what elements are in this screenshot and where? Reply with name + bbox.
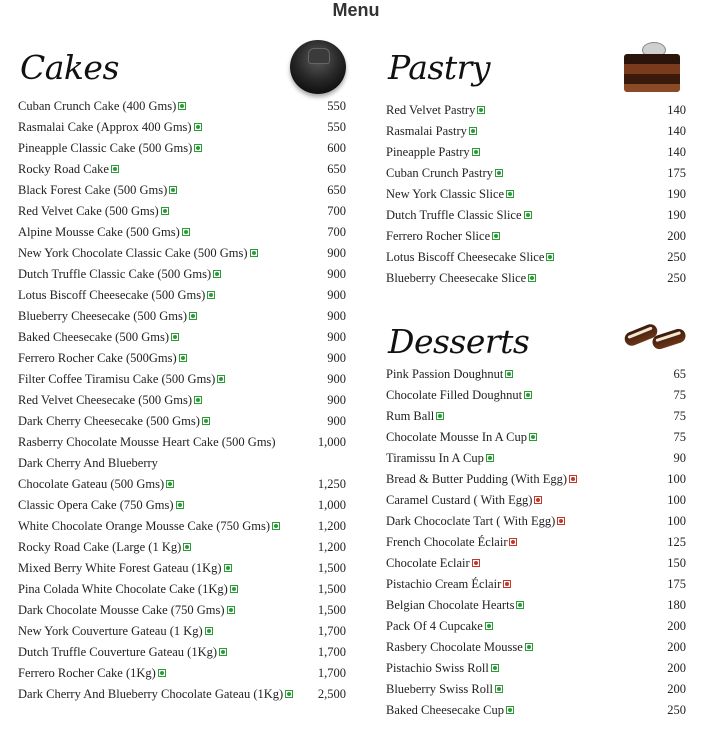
item-name — [18, 600, 235, 621]
item-name — [386, 469, 577, 490]
item-name-text: Classic Opera Cake (750 Gms) — [18, 498, 174, 512]
item-name-text: New York Chocolate Classic Cake (500 Gms) — [18, 246, 248, 260]
item-price: 900 — [327, 372, 346, 386]
item-price: 1,000 — [317, 498, 346, 512]
item-price: 200 — [667, 661, 686, 675]
veg-indicator-icon — [176, 501, 184, 509]
menu-item — [386, 490, 686, 511]
item-name — [386, 205, 532, 226]
item-name-text: Chocolate Filled Doughnut — [386, 388, 523, 402]
veg-indicator-icon — [194, 396, 202, 404]
item-name — [386, 700, 514, 721]
menu-item — [386, 595, 686, 616]
item-name-text: Cuban Crunch Pastry — [386, 166, 493, 180]
veg-indicator-icon — [524, 391, 532, 399]
veg-indicator-icon — [492, 232, 500, 240]
item-name — [386, 595, 524, 616]
item-name-text: Rum Ball — [386, 409, 435, 423]
nonveg-indicator-icon — [503, 580, 511, 588]
item-name-text: Pink Passion Doughnut — [386, 367, 504, 381]
item-name-text: Ferrero Rocher Cake (500Gms) — [18, 351, 177, 365]
item-price: 175 — [667, 166, 686, 180]
item-name-text: Caramel Custard ( With Egg) — [386, 493, 533, 507]
veg-indicator-icon — [161, 207, 169, 215]
item-name-text: Rasbery Chocolate Mousse — [386, 640, 523, 654]
desserts-heading: Desserts — [388, 322, 530, 361]
item-price: 190 — [667, 208, 686, 222]
item-price: 1,000 — [317, 435, 346, 449]
veg-indicator-icon — [250, 249, 258, 257]
menu-item — [18, 537, 346, 558]
cakes-list — [18, 96, 346, 705]
veg-indicator-icon — [516, 601, 524, 609]
item-name-text: Lotus Biscoff Cheesecake Slice — [386, 250, 545, 264]
item-name — [386, 448, 494, 469]
item-name — [18, 96, 186, 117]
veg-indicator-icon — [194, 144, 202, 152]
menu-item — [386, 268, 686, 289]
item-name — [18, 306, 197, 327]
item-name — [18, 222, 190, 243]
item-name — [18, 684, 293, 705]
item-name — [386, 163, 503, 184]
menu-item — [18, 285, 346, 306]
veg-indicator-icon — [546, 253, 554, 261]
item-name-text: French Chocolate Éclair — [386, 535, 508, 549]
item-name-text: Bread & Butter Pudding (With Egg) — [386, 472, 568, 486]
menu-item — [386, 100, 686, 121]
item-name — [386, 226, 500, 247]
item-name — [18, 474, 174, 495]
item-name — [18, 138, 202, 159]
item-name — [386, 184, 514, 205]
menu-item — [386, 700, 686, 721]
menu-item — [386, 142, 686, 163]
item-name — [18, 348, 187, 369]
item-name-text: Chocolate Gateau (500 Gms) — [18, 477, 165, 491]
item-price: 900 — [327, 393, 346, 407]
item-name — [386, 679, 503, 700]
item-name-text: Blueberry Cheesecake Slice — [386, 271, 527, 285]
menu-item — [386, 616, 686, 637]
item-name — [386, 574, 511, 595]
menu-item — [18, 432, 346, 453]
item-name-text: Rasmalai Pastry — [386, 124, 467, 138]
item-name-text: Blueberry Cheesecake (500 Gms) — [18, 309, 188, 323]
item-name-text: Chocolate Mousse In A Cup — [386, 430, 527, 444]
item-name — [18, 159, 119, 180]
item-price: 900 — [327, 351, 346, 365]
item-name-text: Dark Cherry And Blueberry Chocolate Gateau (1Kg) — [18, 687, 284, 701]
item-price: 700 — [327, 204, 346, 218]
item-name-text: Lotus Biscoff Cheesecake (500 Gms) — [18, 288, 206, 302]
item-name — [386, 553, 480, 574]
item-price: 900 — [327, 267, 346, 281]
veg-indicator-icon — [285, 690, 293, 698]
item-name — [18, 285, 215, 306]
menu-item — [386, 163, 686, 184]
item-name — [18, 180, 177, 201]
item-price: 200 — [667, 229, 686, 243]
veg-indicator-icon — [182, 228, 190, 236]
veg-indicator-icon — [506, 706, 514, 714]
item-price: 600 — [327, 141, 346, 155]
menu-item — [18, 243, 346, 264]
menu-item — [18, 222, 346, 243]
item-name — [18, 537, 191, 558]
menu-item — [18, 180, 346, 201]
item-price: 900 — [327, 330, 346, 344]
item-price: 140 — [667, 145, 686, 159]
menu-item — [18, 264, 346, 285]
item-price: 75 — [673, 388, 686, 402]
item-name-text: Pack Of 4 Cupcake — [386, 619, 483, 633]
menu-item — [18, 159, 346, 180]
page-title: Menu — [332, 0, 380, 20]
menu-item — [386, 637, 686, 658]
item-price: 100 — [667, 472, 686, 486]
item-price: 200 — [667, 619, 686, 633]
item-price: 700 — [327, 225, 346, 239]
item-price: 1,500 — [317, 561, 346, 575]
menu-item — [18, 411, 346, 432]
veg-indicator-icon — [477, 106, 485, 114]
nonveg-indicator-icon — [534, 496, 542, 504]
item-name — [18, 621, 213, 642]
item-name — [18, 264, 221, 285]
item-name-text: Dutch Truffle Classic Slice — [386, 208, 522, 222]
veg-indicator-icon — [525, 643, 533, 651]
pastry-image — [618, 36, 686, 96]
menu-item — [18, 516, 346, 537]
item-price: 900 — [327, 309, 346, 323]
menu-item — [386, 427, 686, 448]
item-price: 2,500 — [317, 687, 346, 701]
item-price: 900 — [327, 414, 346, 428]
veg-indicator-icon — [469, 127, 477, 135]
item-name-text: White Chocolate Orange Mousse Cake (750 Gms) — [18, 519, 271, 533]
item-name — [386, 268, 536, 289]
item-price: 250 — [667, 250, 686, 264]
veg-indicator-icon — [178, 102, 186, 110]
nonveg-indicator-icon — [557, 517, 565, 525]
pastry-heading: Pastry — [388, 48, 491, 87]
menu-item — [386, 406, 686, 427]
item-price: 190 — [667, 187, 686, 201]
menu-item — [18, 348, 346, 369]
item-name-text: Mixed Berry White Forest Gateau (1Kg) — [18, 561, 222, 575]
veg-indicator-icon — [230, 585, 238, 593]
item-name — [386, 100, 485, 121]
desserts-list — [386, 364, 686, 721]
menu-item — [18, 663, 346, 684]
veg-indicator-icon — [491, 664, 499, 672]
veg-indicator-icon — [171, 333, 179, 341]
item-name — [18, 243, 258, 264]
menu-item — [386, 532, 686, 553]
menu-item — [386, 553, 686, 574]
veg-indicator-icon — [529, 433, 537, 441]
menu-item — [386, 184, 686, 205]
item-price: 550 — [327, 120, 346, 134]
veg-indicator-icon — [207, 291, 215, 299]
item-price: 125 — [667, 535, 686, 549]
item-price: 150 — [667, 556, 686, 570]
item-name-text: Rocky Road Cake (Large (1 Kg) — [18, 540, 182, 554]
menu-item — [18, 495, 346, 516]
veg-indicator-icon — [111, 165, 119, 173]
cakes-heading: Cakes — [20, 48, 119, 87]
item-name-text: Pistachio Swiss Roll — [386, 661, 489, 675]
veg-indicator-icon — [224, 564, 232, 572]
menu-item — [386, 205, 686, 226]
item-name — [386, 385, 532, 406]
item-price: 250 — [667, 271, 686, 285]
menu-item — [18, 621, 346, 642]
item-price: 250 — [667, 703, 686, 717]
item-price: 180 — [667, 598, 686, 612]
item-price: 1,700 — [317, 624, 346, 638]
item-name — [18, 432, 276, 453]
item-name-text: Dutch Truffle Classic Cake (500 Gms) — [18, 267, 212, 281]
veg-indicator-icon — [506, 190, 514, 198]
item-name-text: Rasberry Chocolate Mousse Heart Cake (500 Gms) — [18, 435, 276, 449]
item-name-text: Pineapple Pastry — [386, 145, 470, 159]
veg-indicator-icon — [169, 186, 177, 194]
item-price: 65 — [673, 367, 686, 381]
veg-indicator-icon — [272, 522, 280, 530]
menu-item — [18, 579, 346, 600]
menu-item — [386, 679, 686, 700]
item-name — [386, 616, 493, 637]
item-price: 1,200 — [317, 519, 346, 533]
veg-indicator-icon — [495, 169, 503, 177]
veg-indicator-icon — [505, 370, 513, 378]
item-name-text: Blueberry Swiss Roll — [386, 682, 493, 696]
menu-item — [386, 385, 686, 406]
item-price: 200 — [667, 640, 686, 654]
item-name — [18, 663, 166, 684]
nonveg-indicator-icon — [472, 559, 480, 567]
veg-indicator-icon — [472, 148, 480, 156]
item-price: 1,700 — [317, 666, 346, 680]
item-name — [18, 390, 202, 411]
item-name-text: Chocolate Eclair — [386, 556, 470, 570]
veg-indicator-icon — [227, 606, 235, 614]
menu-item — [386, 247, 686, 268]
menu-item — [18, 117, 346, 138]
pastry-list — [386, 100, 686, 289]
item-name — [18, 201, 169, 222]
item-name — [386, 637, 533, 658]
item-name-text: Pineapple Classic Cake (500 Gms) — [18, 141, 193, 155]
menu-item — [386, 658, 686, 679]
item-name — [18, 117, 202, 138]
item-name — [386, 658, 499, 679]
item-name — [18, 369, 225, 390]
veg-indicator-icon — [183, 543, 191, 551]
item-price: 100 — [667, 493, 686, 507]
item-price: 550 — [327, 99, 346, 113]
nonveg-indicator-icon — [509, 538, 517, 546]
item-price: 75 — [673, 430, 686, 444]
item-price: 90 — [673, 451, 686, 465]
item-price: 1,500 — [317, 582, 346, 596]
item-price: 650 — [327, 183, 346, 197]
item-name — [18, 495, 184, 516]
menu-item — [18, 600, 346, 621]
veg-indicator-icon — [179, 354, 187, 362]
item-name — [18, 327, 179, 348]
menu-item — [18, 390, 346, 411]
veg-indicator-icon — [217, 375, 225, 383]
item-name — [386, 490, 542, 511]
item-name — [386, 427, 537, 448]
menu-item — [18, 306, 346, 327]
menu-item — [18, 558, 346, 579]
item-name-text: Alpine Mousse Cake (500 Gms) — [18, 225, 180, 239]
item-name-text: Black Forest Cake (500 Gms) — [18, 183, 168, 197]
menu-item — [18, 96, 346, 117]
nonveg-indicator-icon — [569, 475, 577, 483]
eclair-image — [624, 316, 688, 356]
veg-indicator-icon — [213, 270, 221, 278]
veg-indicator-icon — [166, 480, 174, 488]
menu-item — [18, 684, 346, 705]
item-name-text: Baked Cheesecake (500 Gms) — [18, 330, 169, 344]
veg-indicator-icon — [158, 669, 166, 677]
menu-card — [4, 26, 706, 742]
menu-item — [386, 121, 686, 142]
item-price: 1,200 — [317, 540, 346, 554]
menu-item — [386, 511, 686, 532]
item-name — [386, 364, 513, 385]
menu-item — [18, 138, 346, 159]
veg-indicator-icon — [485, 622, 493, 630]
menu-item — [386, 364, 686, 385]
menu-item — [18, 327, 346, 348]
item-name — [18, 558, 232, 579]
item-name-text: Dark Cherry Cheesecake (500 Gms) — [18, 414, 200, 428]
item-name-text: New York Classic Slice — [386, 187, 505, 201]
veg-indicator-icon — [528, 274, 536, 282]
menu-item — [18, 201, 346, 222]
item-price: 75 — [673, 409, 686, 423]
item-name — [386, 142, 480, 163]
item-name — [18, 453, 158, 474]
item-name-text: Tiramissu In A Cup — [386, 451, 484, 465]
item-name-text: Pistachio Cream Éclair — [386, 577, 502, 591]
item-price: 200 — [667, 682, 686, 696]
item-name-text: Red Velvet Pastry — [386, 103, 476, 117]
cake-image — [290, 40, 346, 94]
item-name — [18, 516, 280, 537]
item-price: 140 — [667, 124, 686, 138]
item-name-text: Pina Colada White Chocolate Cake (1Kg) — [18, 582, 228, 596]
veg-indicator-icon — [219, 648, 227, 656]
menu-item — [18, 453, 346, 474]
item-name-text: Belgian Chocolate Hearts — [386, 598, 515, 612]
item-price: 1,700 — [317, 645, 346, 659]
veg-indicator-icon — [495, 685, 503, 693]
item-name — [386, 532, 517, 553]
item-name-text: Dark Chococlate Tart ( With Egg) — [386, 514, 556, 528]
menu-item — [18, 474, 346, 495]
item-name-text: Rocky Road Cake — [18, 162, 109, 176]
item-name-text: Dark Chocolate Mousse Cake (750 Gms) — [18, 603, 225, 617]
item-price: 1,500 — [317, 603, 346, 617]
item-name-text: Dark Cherry And Blueberry — [18, 456, 158, 470]
item-name — [386, 511, 565, 532]
menu-item — [386, 469, 686, 490]
item-name — [386, 121, 477, 142]
item-name-text: Ferrero Rocher Slice — [386, 229, 491, 243]
menu-item — [386, 226, 686, 247]
item-name — [18, 642, 227, 663]
item-name — [18, 411, 210, 432]
veg-indicator-icon — [436, 412, 444, 420]
veg-indicator-icon — [486, 454, 494, 462]
veg-indicator-icon — [189, 312, 197, 320]
item-name-text: Cuban Crunch Cake (400 Gms) — [18, 99, 177, 113]
item-name-text: New York Couverture Gateau (1 Kg) — [18, 624, 203, 638]
item-name-text: Rasmalai Cake (Approx 400 Gms) — [18, 120, 192, 134]
item-name-text: Red Velvet Cheesecake (500 Gms) — [18, 393, 193, 407]
item-price: 900 — [327, 246, 346, 260]
veg-indicator-icon — [194, 123, 202, 131]
menu-item — [386, 574, 686, 595]
item-name — [18, 579, 238, 600]
item-name-text: Baked Cheesecake Cup — [386, 703, 505, 717]
item-name-text: Ferrero Rocher Cake (1Kg) — [18, 666, 156, 680]
item-name-text: Red Velvet Cake (500 Gms) — [18, 204, 159, 218]
veg-indicator-icon — [202, 417, 210, 425]
item-price: 1,250 — [317, 477, 346, 491]
item-price: 900 — [327, 288, 346, 302]
item-name — [386, 406, 444, 427]
menu-item — [386, 448, 686, 469]
menu-item — [18, 642, 346, 663]
item-name-text: Filter Coffee Tiramisu Cake (500 Gms) — [18, 372, 216, 386]
item-name — [386, 247, 554, 268]
veg-indicator-icon — [205, 627, 213, 635]
item-price: 175 — [667, 577, 686, 591]
item-price: 140 — [667, 103, 686, 117]
item-price: 650 — [327, 162, 346, 176]
veg-indicator-icon — [524, 211, 532, 219]
item-price: 100 — [667, 514, 686, 528]
menu-item — [18, 369, 346, 390]
item-name-text: Dutch Truffle Couverture Gateau (1Kg) — [18, 645, 218, 659]
